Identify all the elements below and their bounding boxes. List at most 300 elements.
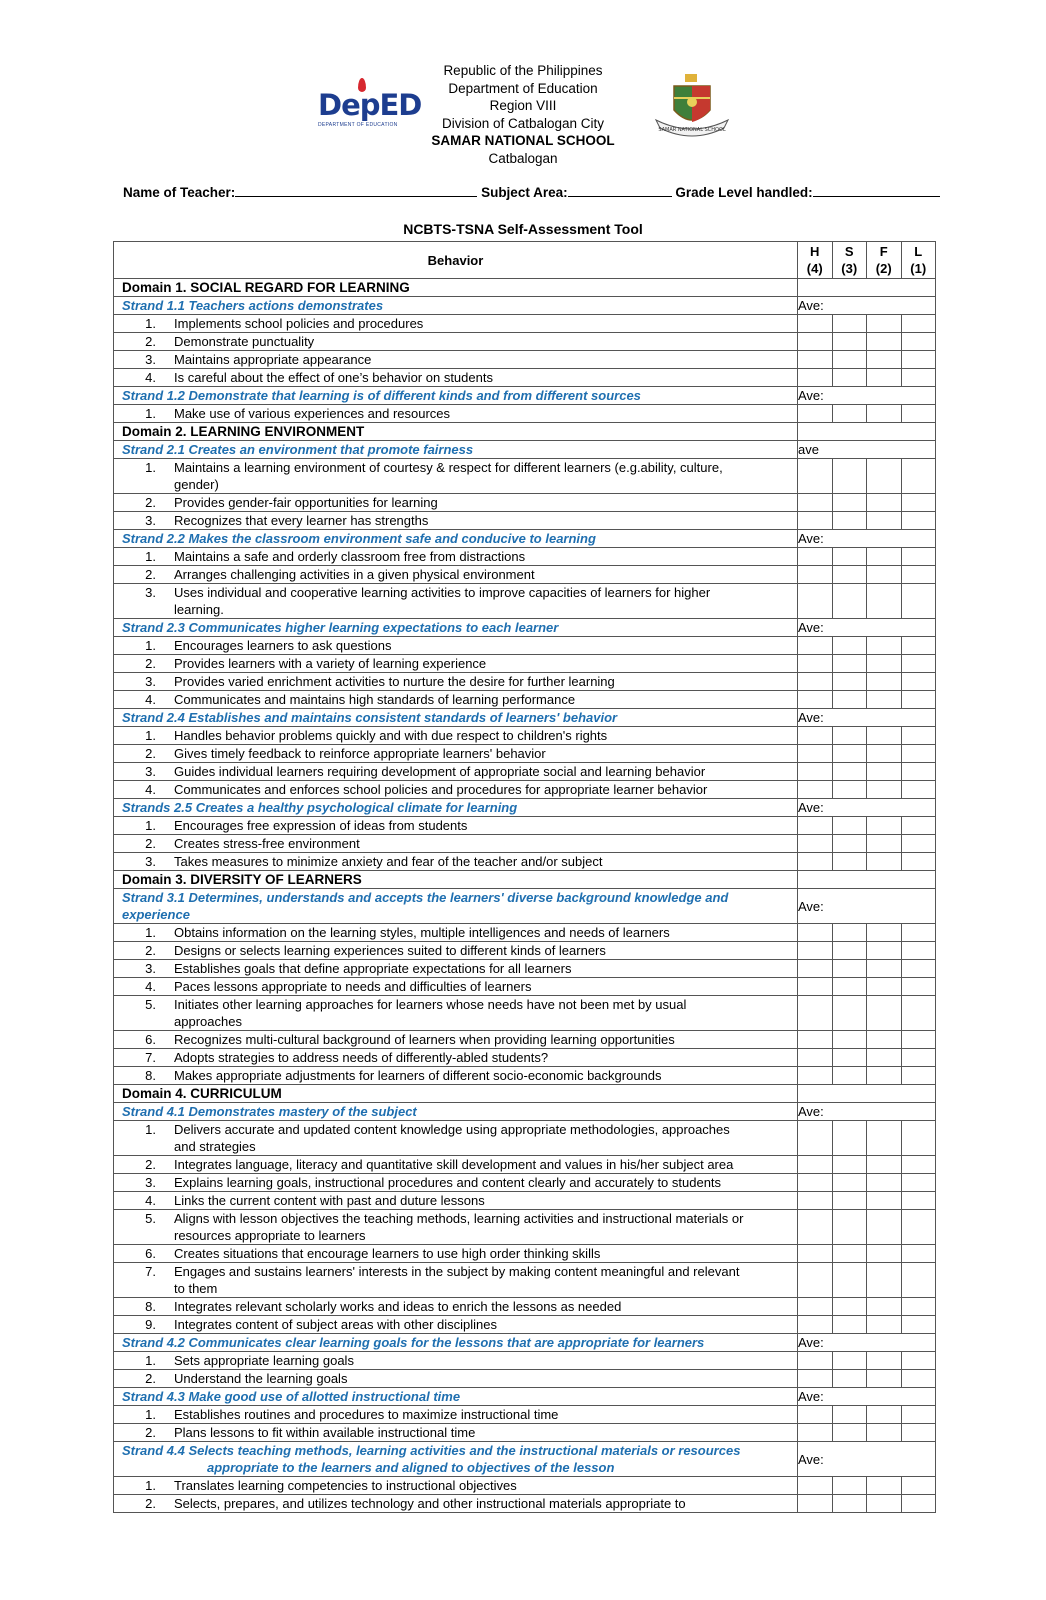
item-text: Gives timely feedback to reinforce appropriate learners' behavior: [174, 746, 546, 761]
rating-cell-s[interactable]: [832, 978, 867, 996]
rating-cell-l[interactable]: [901, 494, 936, 512]
behavior-item-row: [114, 853, 936, 871]
strand-average[interactable]: Ave:: [798, 709, 936, 727]
rating-cell-l[interactable]: [901, 369, 936, 387]
rating-cell-f[interactable]: [867, 566, 902, 584]
behavior-item: [114, 1370, 798, 1388]
rating-cell-l[interactable]: [901, 781, 936, 799]
rating-cell-s[interactable]: [832, 835, 867, 853]
strand-average[interactable]: Ave:: [798, 619, 936, 637]
rating-cell-l[interactable]: [901, 655, 936, 673]
item-text: Takes measures to minimize anxiety and fear of the teacher and/or subject: [174, 854, 603, 869]
rating-cell-f[interactable]: [867, 853, 902, 871]
rating-cell-f[interactable]: [867, 1424, 902, 1442]
rating-cell-h[interactable]: [798, 996, 833, 1031]
behavior-item-row: [114, 405, 936, 423]
rating-cell-f[interactable]: [867, 942, 902, 960]
item-number: 9.: [145, 1317, 156, 1332]
item-number: 1.: [145, 1478, 156, 1493]
rating-cell-l[interactable]: [901, 978, 936, 996]
behavior-item-row: [114, 1245, 936, 1263]
rating-cell-f[interactable]: [867, 996, 902, 1031]
rating-cell-f[interactable]: [867, 763, 902, 781]
rating-cell-h[interactable]: [798, 745, 833, 763]
item-text: Makes appropriate adjustments for learners of different socio-economic backgrounds: [174, 1068, 662, 1083]
rating-cell-l[interactable]: [901, 1192, 936, 1210]
rating-cell-s[interactable]: [832, 584, 867, 619]
rating-cell-f[interactable]: [867, 960, 902, 978]
item-text: Encourages free expression of ideas from students: [174, 818, 468, 833]
behavior-item: [114, 369, 798, 387]
strand-title: Strand 1.1 Teachers actions demonstrates: [114, 297, 798, 315]
rating-cell-h[interactable]: [798, 817, 833, 835]
behavior-item-row: [114, 315, 936, 333]
item-number: 2.: [145, 495, 156, 510]
rating-cell-h[interactable]: [798, 584, 833, 619]
header-text: [0, 62, 1046, 167]
rating-cell-f[interactable]: [867, 817, 902, 835]
item-text: Explains learning goals, instructional procedures and content clearly and accurately to students: [174, 1175, 722, 1190]
behavior-item: [114, 691, 798, 709]
rating-cell-s[interactable]: [832, 996, 867, 1031]
behavior-item: [114, 781, 798, 799]
subject-area-label: Subject Area:: [481, 185, 568, 200]
strand-average[interactable]: Ave:: [798, 1442, 936, 1477]
behavior-item-row: [114, 942, 936, 960]
rating-cell-s[interactable]: [832, 1210, 867, 1245]
rating-cell-f[interactable]: [867, 1174, 902, 1192]
rating-cell-h[interactable]: [798, 1352, 833, 1370]
rating-cell-l[interactable]: [901, 459, 936, 494]
rating-cell-s[interactable]: [832, 1316, 867, 1334]
domain-title: Domain 3. DIVERSITY OF LEARNERS: [114, 871, 798, 889]
rating-cell-f[interactable]: [867, 1245, 902, 1263]
strand-row: [114, 1103, 936, 1121]
behavior-item: [114, 566, 798, 584]
rating-cell-f[interactable]: [867, 673, 902, 691]
rating-cell-h[interactable]: [798, 1477, 833, 1495]
rating-cell-s[interactable]: [832, 1049, 867, 1067]
rating-cell-s[interactable]: [832, 673, 867, 691]
item-number: 2.: [145, 746, 156, 761]
rating-cell-f[interactable]: [867, 1263, 902, 1298]
rating-cell-f[interactable]: [867, 1370, 902, 1388]
behavior-item-row: [114, 494, 936, 512]
rating-cell-s[interactable]: [832, 924, 867, 942]
item-text: Engages and sustains learners' interests in the subject by making content meaningful and relevant to them: [174, 1264, 740, 1296]
behavior-item-row: [114, 1049, 936, 1067]
behavior-item: [114, 835, 798, 853]
strand-title: Strand 4.4 Selects teaching methods, learning activities and the instructional materials or resources appropriate to the learners and aligned to objectives of the lesson: [114, 1442, 798, 1477]
strand-average[interactable]: Ave:: [798, 387, 936, 405]
rating-cell-s[interactable]: [832, 1031, 867, 1049]
rating-cell-h[interactable]: [798, 548, 833, 566]
rating-cell-l[interactable]: [901, 548, 936, 566]
rating-cell-l[interactable]: [901, 727, 936, 745]
rating-cell-h[interactable]: [798, 512, 833, 530]
behavior-item-row: [114, 781, 936, 799]
strand-row: [114, 889, 936, 924]
rating-cell-f[interactable]: [867, 1406, 902, 1424]
rating-cell-s[interactable]: [832, 1121, 867, 1156]
rating-cell-f[interactable]: [867, 1477, 902, 1495]
rating-cell-s[interactable]: [832, 691, 867, 709]
rating-cell-h[interactable]: [798, 1049, 833, 1067]
rating-cell-h[interactable]: [798, 673, 833, 691]
item-text: Designs or selects learning experiences suited to different kinds of learners: [174, 943, 606, 958]
behavior-item-row: [114, 1174, 936, 1192]
rating-cell-h[interactable]: [798, 924, 833, 942]
item-number: 1.: [145, 1407, 156, 1422]
rating-cell-s[interactable]: [832, 1406, 867, 1424]
rating-cell-f[interactable]: [867, 512, 902, 530]
behavior-item: [114, 924, 798, 942]
rating-cell-s[interactable]: [832, 1298, 867, 1316]
rating-cell-l[interactable]: [901, 351, 936, 369]
rating-cell-s[interactable]: [832, 763, 867, 781]
rating-cell-f[interactable]: [867, 691, 902, 709]
behavior-item: [114, 978, 798, 996]
school-name: SAMAR NATIONAL SCHOOL: [431, 133, 615, 148]
item-text: Provides varied enrichment activities to nurture the desire for further learning: [174, 674, 615, 689]
behavior-item-row: [114, 1121, 936, 1156]
rating-cell-f[interactable]: [867, 584, 902, 619]
rating-cell-h[interactable]: [798, 1174, 833, 1192]
rating-cell-l[interactable]: [901, 960, 936, 978]
rating-cell-l[interactable]: [901, 924, 936, 942]
rating-cell-s[interactable]: [832, 1495, 867, 1513]
rating-cell-l[interactable]: [901, 1424, 936, 1442]
rating-cell-f[interactable]: [867, 548, 902, 566]
strand-average[interactable]: Ave:: [798, 530, 936, 548]
rating-header-f: F (2): [867, 242, 902, 279]
behavior-item: [114, 637, 798, 655]
rating-cell-l[interactable]: [901, 1477, 936, 1495]
rating-cell-h[interactable]: [798, 369, 833, 387]
rating-cell-h[interactable]: [798, 978, 833, 996]
item-number: 1.: [145, 818, 156, 833]
strand-row: [114, 799, 936, 817]
rating-cell-h[interactable]: [798, 1121, 833, 1156]
rating-cell-s[interactable]: [832, 405, 867, 423]
behavior-item-row: [114, 1495, 936, 1513]
rating-cell-s[interactable]: [832, 1424, 867, 1442]
rating-cell-l[interactable]: [901, 691, 936, 709]
rating-cell-h[interactable]: [798, 1192, 833, 1210]
item-number: 4.: [145, 1193, 156, 1208]
rating-cell-f[interactable]: [867, 978, 902, 996]
rating-cell-f[interactable]: [867, 781, 902, 799]
rating-cell-f[interactable]: [867, 637, 902, 655]
rating-cell-l[interactable]: [901, 1067, 936, 1085]
behavior-item: [114, 1067, 798, 1085]
teacher-name-label: Name of Teacher:: [123, 185, 236, 200]
strand-row: [114, 530, 936, 548]
behavior-item: [114, 1352, 798, 1370]
item-number: 3.: [145, 674, 156, 689]
rating-cell-s[interactable]: [832, 781, 867, 799]
behavior-item: [114, 1477, 798, 1495]
item-number: 1.: [145, 1122, 156, 1137]
item-number: 2.: [145, 836, 156, 851]
behavior-item-row: [114, 817, 936, 835]
rating-cell-l[interactable]: [901, 1406, 936, 1424]
grade-level-field[interactable]: [813, 184, 940, 197]
rating-cell-l[interactable]: [901, 835, 936, 853]
domain-rating-gap: [798, 423, 936, 441]
item-number: 1.: [145, 1353, 156, 1368]
rating-cell-l[interactable]: [901, 1210, 936, 1245]
rating-cell-s[interactable]: [832, 1263, 867, 1298]
strand-average[interactable]: ave: [798, 441, 936, 459]
rating-cell-f[interactable]: [867, 494, 902, 512]
rating-cell-h[interactable]: [798, 405, 833, 423]
item-text: Is careful about the effect of one’s behavior on students: [174, 370, 493, 385]
behavior-item-row: [114, 459, 936, 494]
rating-cell-s[interactable]: [832, 942, 867, 960]
rating-cell-h[interactable]: [798, 763, 833, 781]
rating-cell-l[interactable]: [901, 584, 936, 619]
rating-cell-h[interactable]: [798, 494, 833, 512]
strand-average[interactable]: Ave:: [798, 1103, 936, 1121]
item-text: Establishes goals that define appropriate expectations for all learners: [174, 961, 572, 976]
rating-cell-s[interactable]: [832, 512, 867, 530]
item-text: Paces lessons appropriate to needs and difficulties of learners: [174, 979, 532, 994]
rating-cell-s[interactable]: [832, 548, 867, 566]
rating-cell-s[interactable]: [832, 459, 867, 494]
rating-cell-s[interactable]: [832, 637, 867, 655]
rating-cell-l[interactable]: [901, 512, 936, 530]
rating-cell-l[interactable]: [901, 817, 936, 835]
rating-cell-h[interactable]: [798, 1156, 833, 1174]
rating-cell-l[interactable]: [901, 1121, 936, 1156]
behavior-item-row: [114, 960, 936, 978]
rating-cell-f[interactable]: [867, 835, 902, 853]
rating-cell-h[interactable]: [798, 853, 833, 871]
rating-cell-h[interactable]: [798, 1406, 833, 1424]
item-text: Plans lessons to fit within available instructional time: [174, 1425, 476, 1440]
rating-cell-h[interactable]: [798, 1298, 833, 1316]
rating-cell-f[interactable]: [867, 1156, 902, 1174]
item-number: 2.: [145, 1157, 156, 1172]
behavior-item: [114, 942, 798, 960]
rating-cell-f[interactable]: [867, 405, 902, 423]
rating-cell-l[interactable]: [901, 1352, 936, 1370]
rating-cell-h[interactable]: [798, 1210, 833, 1245]
rating-cell-l[interactable]: [901, 853, 936, 871]
item-text: Translates learning competencies to instructional objectives: [174, 1478, 517, 1493]
rating-cell-s[interactable]: [832, 727, 867, 745]
rating-cell-s[interactable]: [832, 1477, 867, 1495]
domain-rating-gap: [798, 279, 936, 297]
rating-cell-f[interactable]: [867, 1495, 902, 1513]
strand-average[interactable]: Ave:: [798, 889, 936, 924]
rating-cell-h[interactable]: [798, 459, 833, 494]
rating-cell-s[interactable]: [832, 1156, 867, 1174]
subject-area-field[interactable]: [568, 184, 672, 197]
rating-cell-l[interactable]: [901, 1156, 936, 1174]
behavior-item: [114, 1316, 798, 1334]
rating-cell-f[interactable]: [867, 1192, 902, 1210]
rating-cell-h[interactable]: [798, 1263, 833, 1298]
rating-cell-l[interactable]: [901, 745, 936, 763]
rating-cell-l[interactable]: [901, 1370, 936, 1388]
rating-cell-f[interactable]: [867, 333, 902, 351]
rating-cell-s[interactable]: [832, 655, 867, 673]
item-text: Creates situations that encourage learners to use high order thinking skills: [174, 1246, 601, 1261]
rating-cell-s[interactable]: [832, 494, 867, 512]
item-number: 3.: [145, 585, 156, 600]
rating-cell-l[interactable]: [901, 333, 936, 351]
rating-cell-l[interactable]: [901, 1495, 936, 1513]
item-text: Provides learners with a variety of learning experience: [174, 656, 487, 671]
rating-cell-l[interactable]: [901, 1174, 936, 1192]
rating-cell-s[interactable]: [832, 853, 867, 871]
rating-cell-h[interactable]: [798, 637, 833, 655]
rating-cell-f[interactable]: [867, 745, 902, 763]
rating-cell-f[interactable]: [867, 1121, 902, 1156]
assessment-table: [113, 241, 936, 1513]
rating-cell-f[interactable]: [867, 369, 902, 387]
deped-logo-subtitle: DEPARTMENT OF EDUCATION: [318, 122, 398, 128]
rating-cell-h[interactable]: [798, 942, 833, 960]
behavior-item: [114, 1121, 798, 1156]
strand-title: Strand 4.1 Demonstrates mastery of the subject: [114, 1103, 798, 1121]
rating-cell-f[interactable]: [867, 1067, 902, 1085]
rating-cell-h[interactable]: [798, 1424, 833, 1442]
item-text: Demonstrate punctuality: [174, 334, 315, 349]
rating-cell-f[interactable]: [867, 1049, 902, 1067]
strand-row: [114, 1388, 936, 1406]
item-number: 8.: [145, 1068, 156, 1083]
rating-cell-f[interactable]: [867, 1316, 902, 1334]
rating-cell-f[interactable]: [867, 1352, 902, 1370]
item-number: 8.: [145, 1299, 156, 1314]
rating-cell-h[interactable]: [798, 1370, 833, 1388]
rating-cell-h[interactable]: [798, 727, 833, 745]
rating-cell-h[interactable]: [798, 1495, 833, 1513]
strand-average[interactable]: Ave:: [798, 297, 936, 315]
rating-cell-f[interactable]: [867, 655, 902, 673]
item-number: 3.: [145, 854, 156, 869]
rating-cell-s[interactable]: [832, 351, 867, 369]
rating-cell-l[interactable]: [901, 763, 936, 781]
item-text: Aligns with lesson objectives the teaching methods, learning activities and instructional materials or resources appropriate to learners: [174, 1211, 744, 1243]
rating-cell-l[interactable]: [901, 1316, 936, 1334]
strand-title: Strand 4.3 Make good use of allotted instructional time: [114, 1388, 798, 1406]
rating-cell-f[interactable]: [867, 315, 902, 333]
rating-cell-h[interactable]: [798, 1316, 833, 1334]
rating-cell-f[interactable]: [867, 351, 902, 369]
rating-cell-f[interactable]: [867, 1210, 902, 1245]
behavior-item-row: [114, 1316, 936, 1334]
rating-cell-l[interactable]: [901, 1049, 936, 1067]
behavior-item: [114, 996, 798, 1031]
rating-cell-s[interactable]: [832, 1192, 867, 1210]
rating-cell-l[interactable]: [901, 315, 936, 333]
rating-cell-l[interactable]: [901, 405, 936, 423]
item-number: 3.: [145, 513, 156, 528]
rating-cell-s[interactable]: [832, 369, 867, 387]
item-text: Adopts strategies to address needs of differently-abled students?: [174, 1050, 549, 1065]
rating-cell-s[interactable]: [832, 566, 867, 584]
rating-cell-l[interactable]: [901, 1031, 936, 1049]
rating-cell-l[interactable]: [901, 566, 936, 584]
rating-cell-h[interactable]: [798, 781, 833, 799]
item-number: 4.: [145, 782, 156, 797]
domain-title: Domain 1. SOCIAL REGARD FOR LEARNING: [114, 279, 798, 297]
strand-row: [114, 441, 936, 459]
behavior-item-row: [114, 673, 936, 691]
teacher-name-field[interactable]: [235, 184, 477, 197]
strand-average[interactable]: Ave:: [798, 1334, 936, 1352]
rating-header-h: H (4): [798, 242, 833, 279]
behavior-item: [114, 1049, 798, 1067]
rating-cell-s[interactable]: [832, 817, 867, 835]
behavior-item: [114, 655, 798, 673]
rating-cell-s[interactable]: [832, 960, 867, 978]
behavior-item-row: [114, 351, 936, 369]
rating-cell-l[interactable]: [901, 673, 936, 691]
rating-cell-f[interactable]: [867, 459, 902, 494]
rating-cell-h[interactable]: [798, 1031, 833, 1049]
rating-cell-h[interactable]: [798, 315, 833, 333]
domain-row: [114, 871, 936, 889]
rating-cell-h[interactable]: [798, 1245, 833, 1263]
rating-cell-l[interactable]: [901, 1298, 936, 1316]
rating-cell-s[interactable]: [832, 1370, 867, 1388]
rating-cell-h[interactable]: [798, 351, 833, 369]
rating-cell-l[interactable]: [901, 1263, 936, 1298]
rating-cell-h[interactable]: [798, 691, 833, 709]
seal-text: SAMAR NATIONAL SCHOOL: [658, 127, 726, 133]
rating-cell-h[interactable]: [798, 333, 833, 351]
rating-cell-l[interactable]: [901, 1245, 936, 1263]
rating-cell-h[interactable]: [798, 1067, 833, 1085]
rating-cell-h[interactable]: [798, 655, 833, 673]
behavior-item: [114, 1424, 798, 1442]
rating-cell-h[interactable]: [798, 960, 833, 978]
item-number: 3.: [145, 764, 156, 779]
rating-cell-s[interactable]: [832, 1352, 867, 1370]
rating-cell-f[interactable]: [867, 1298, 902, 1316]
rating-cell-h[interactable]: [798, 566, 833, 584]
rating-cell-l[interactable]: [901, 637, 936, 655]
rating-cell-s[interactable]: [832, 315, 867, 333]
rating-cell-s[interactable]: [832, 333, 867, 351]
rating-cell-s[interactable]: [832, 1245, 867, 1263]
rating-cell-h[interactable]: [798, 835, 833, 853]
strand-average[interactable]: Ave:: [798, 1388, 936, 1406]
rating-cell-f[interactable]: [867, 1031, 902, 1049]
domain-title: Domain 4. CURRICULUM: [114, 1085, 798, 1103]
rating-cell-s[interactable]: [832, 745, 867, 763]
rating-cell-f[interactable]: [867, 727, 902, 745]
behavior-item: [114, 673, 798, 691]
behavior-item-row: [114, 1067, 936, 1085]
rating-cell-s[interactable]: [832, 1174, 867, 1192]
behavior-item-row: [114, 835, 936, 853]
rating-cell-l[interactable]: [901, 942, 936, 960]
rating-cell-s[interactable]: [832, 1067, 867, 1085]
rating-cell-f[interactable]: [867, 924, 902, 942]
rating-header-l: L (1): [901, 242, 936, 279]
behavior-item-row: [114, 1031, 936, 1049]
behavior-item: [114, 584, 798, 619]
strand-average[interactable]: Ave:: [798, 799, 936, 817]
item-text: Links the current content with past and duture lessons: [174, 1193, 485, 1208]
rating-cell-l[interactable]: [901, 996, 936, 1031]
